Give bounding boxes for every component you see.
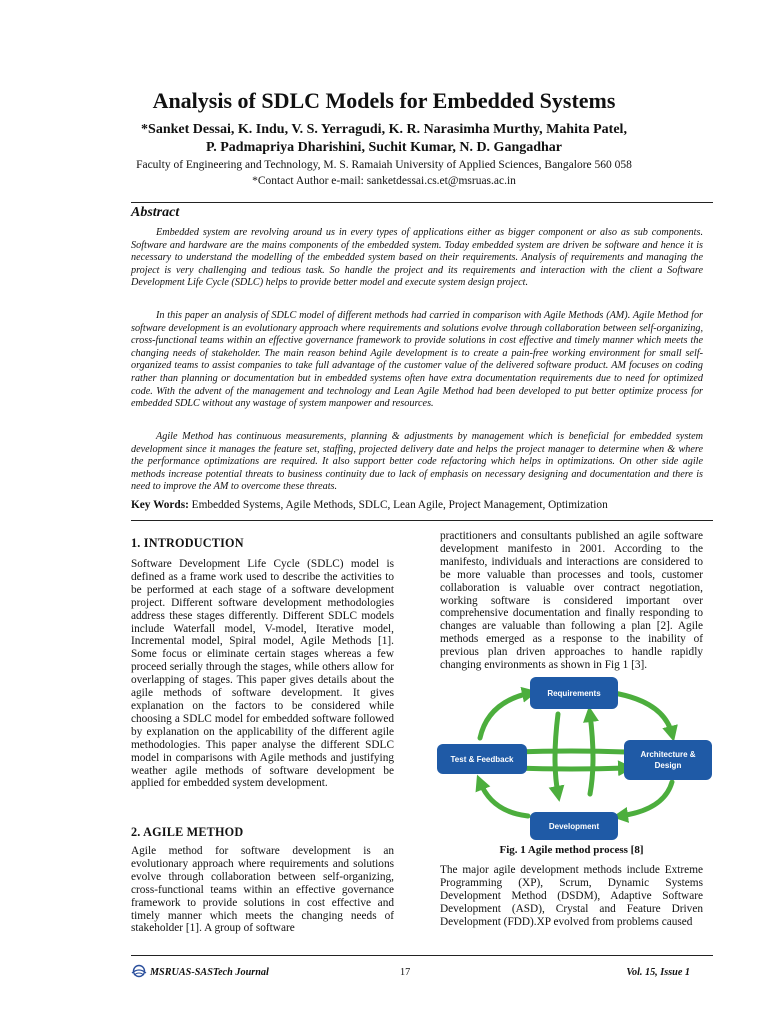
arrow-test-to-architecture <box>514 768 626 769</box>
agile-process-diagram <box>432 672 716 842</box>
authors-line-1: *Sanket Dessai, K. Indu, V. S. Yerragudi, K. R. Narasimha Murthy, Mahita Patel, <box>141 122 627 137</box>
architecture-label-line-1: Architecture & <box>640 750 696 759</box>
section-2-body: Agile method for software development is an evolutionary approach where requirements and solutions evolve through collaboration between self-organizing, cross-functional teams within an effective governance framework to provide solutions in cost effective and timely manner which meets the changing needs of stakeholder [1]. A group of software <box>131 845 394 935</box>
affiliation: Faculty of Engineering and Technology, M. S. Ramaiah University of Applied Sciences, Bangalore 560 058 <box>136 159 632 171</box>
requirements-label: Requirements <box>547 689 601 698</box>
arrow-development-to-test <box>480 782 528 816</box>
section-2-heading: 2. AGILE METHOD <box>131 825 244 839</box>
test-feedback-label: Test & Feedback <box>450 755 514 764</box>
abstract-paragraph-3: Agile Method has continuous measurements, planning & adjustments by management which is beneficial for embedded system development since it manages the feature set, staffing, projected delivery date and helps the project manager to determine when & where the performance optimizations are required. It also support better code refactoring which helps in optimizations. On other side agile methods increase potential threats to business continuity due to lack of emphasis on necessary designing and documentation and there is need to improve the AM to overcome these threats. <box>131 431 703 493</box>
arrow-requirements-to-architecture <box>614 693 672 734</box>
right-column-paragraph-1: practitioners and consultants published an agile software development manifesto in 2001. According to the manifesto, individuals and interactions are considered to be more valuable than processes and tools, customer collaboration is valuable over contract negotiation, working software is considered important over comprehensive documentation and finally responding to changes are valuable than following a plan [2]. Agile methods emerged as a response to the inability of previous plan driven approaches to handle rapidly changing environments as shown in Fig 1 [3]. <box>440 530 703 672</box>
section-1-body: Software Development Life Cycle (SDLC) model is defined as a frame work used to describe the activities to be performed at each stage of a software development project. Different software development methodologies address these stages differently. Different SDLC models include Waterfall model, V-model, Iterative model, Incremental model, Spiral model, Agile Methods [1]. Some focus or eliminate certain stages whereas a few proceed serially through the stages, while others allow for overlapping of stages. This paper gives details about the agile methods of software development. It gives explanation on the factors to be considered while choosing a SDLC model for embedded software followed by explanation on the applicability of the different agile methodologies. This paper analyse the different SDLC model in comparisons with Agile methods and justifying weather agile methods of software development be applied for embedded system development. <box>131 558 394 790</box>
arrow-test-to-requirements <box>480 693 530 738</box>
abstract-top-rule <box>131 202 713 203</box>
arrow-development-to-requirements <box>590 714 593 794</box>
contact-email: *Contact Author e-mail: sanketdessai.cs.et@msruas.ac.in <box>252 175 516 187</box>
arrow-architecture-to-development <box>620 782 672 816</box>
abstract-paragraph-2: In this paper an analysis of SDLC model of different methods had carried in comparison with Agile Methods (AM). Agile Method for software development is an evolutionary approach where requirements and solutions evolve through collaboration between self-organizing, cross-functional teams within an effective governance framework to provide solutions in cost effective and timely manner which meets the changing needs of stakeholder. The main reason behind Agile development is to create a pain-free working environment for small self-organized teams to assist companies to take full advantage of the customer value of the delivered software product. AM focuses on coding rather than planning or documentation but in embedded systems often have extra documentation requirements due to need for optimized code. With the advent of the management and technology and Lean Agile Method had been developed to put better optimize process for embedded SDLC without any wastage of system manpower and resources. <box>131 310 703 410</box>
abstract-heading: Abstract <box>131 205 180 220</box>
keywords-line <box>131 499 713 511</box>
affiliation-block <box>0 157 768 189</box>
arrow-requirements-to-development <box>555 714 558 794</box>
section-1-heading: 1. INTRODUCTION <box>131 536 244 550</box>
keywords-label: Key Words: <box>131 499 189 511</box>
author-list <box>0 121 768 157</box>
abstract-paragraph-1: Embedded system are revolving around us in every types of applications either as bigger component or also as sub components. Software and hardware are the mains components of the embedded system. Today embedded system are driven be software and hence it is necessary to understand the modelling of the embedded system based on their requirements. Analysis of requirements and managing the project is very challenging and tedious task. So handle the project and its requirements and interaction with the client a Software Development Life Cycle (SDLC) helps to provide better model and execute system design project. <box>131 227 703 289</box>
abstract-bottom-rule <box>131 520 713 521</box>
paper-title: Analysis of SDLC Models for Embedded Systems <box>152 88 616 113</box>
right-column-paragraph-2: The major agile development methods include Extreme Programming (XP), Scrum, Dynamic Systems Development Method (DSDM), Adaptive Software Development (ASD), Crystal and Feature Driven Development (FDD).XP evolved from problems caused <box>440 864 703 928</box>
authors-line-2: P. Padmapriya Dharishini, Suchit Kumar, N. D. Gangadhar <box>205 140 563 155</box>
footer-journal: MSRUAS-SASTech Journal <box>150 967 269 978</box>
arrow-architecture-to-test <box>514 751 626 752</box>
development-label: Development <box>548 822 600 831</box>
footer-volume: Vol. 15, Issue 1 <box>626 967 690 978</box>
architecture-box <box>624 740 712 780</box>
journal-logo-icon <box>131 964 147 978</box>
figure-caption: Fig. 1 Agile method process [8] <box>499 844 644 856</box>
footer-rule <box>131 955 713 956</box>
footer-page-number: 17 <box>400 967 411 978</box>
architecture-label-line-2: Design <box>654 761 682 770</box>
keywords-text: Embedded Systems, Agile Methods, SDLC, Lean Agile, Project Management, Optimization <box>188 499 608 511</box>
